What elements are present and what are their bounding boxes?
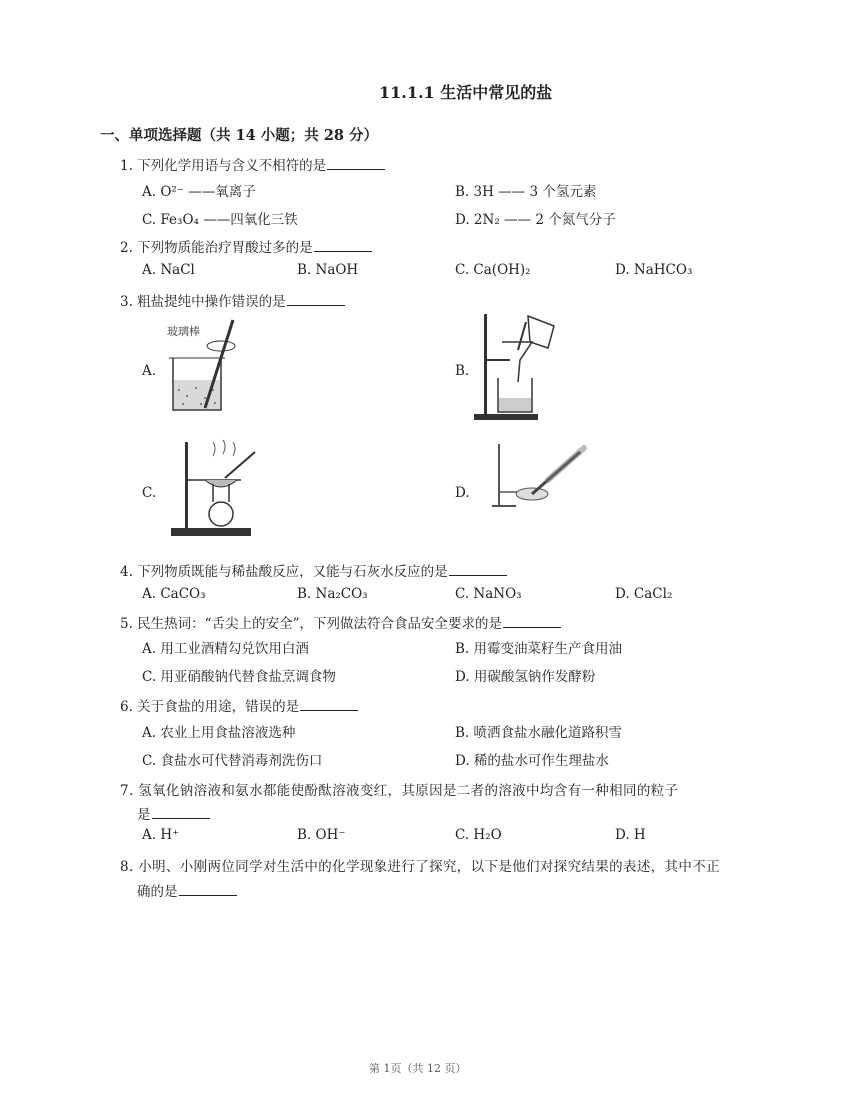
question-1-stem: 1. 下列化学用语与含义不相符的是 — [120, 154, 385, 174]
q1-option-a: A. O²⁻ ——氧离子 — [142, 184, 256, 200]
glass-rod-label: 玻璃棒 — [167, 325, 200, 338]
question-3-stem: 3. 粗盐提纯中操作错误的是 — [120, 290, 345, 310]
q4-option-b: B. Na₂CO₃ — [297, 586, 368, 602]
q7-option-c: C. H₂O — [455, 827, 502, 843]
q3-option-c: C. — [142, 485, 157, 501]
q7-option-b: B. OH⁻ — [297, 827, 346, 843]
q2-option-b: B. NaOH — [297, 262, 359, 278]
section-heading: 一、单项选择题（共 14 小题；共 28 分） — [100, 127, 379, 144]
question-8-stem: 8. 小明、小刚两位同学对生活中的化学现象进行了探究，以下是他们对探究结果的表述，其中不正 — [120, 859, 720, 875]
answer-blank — [152, 806, 210, 819]
answer-blank — [300, 698, 358, 711]
answer-blank — [314, 239, 372, 252]
question-5-stem: 5. 民生热词：“舌尖上的安全”，下列做法符合食品安全要求的是 — [120, 612, 561, 632]
q7-option-a: A. H⁺ — [142, 827, 180, 843]
q6-option-c: C. 食盐水可代替消毒剂洗伤口 — [142, 753, 323, 769]
q6-option-d: D. 稀的盐水可作生理盐水 — [455, 753, 609, 769]
page-footer: 第 1页（共 12 页） — [369, 1062, 467, 1075]
q3-option-a: A. — [142, 363, 157, 379]
question-8-stem-cont: 确的是 — [137, 880, 237, 900]
answer-blank — [179, 883, 237, 896]
q5-option-c: C. 用亚硝酸钠代替食盐烹调食物 — [142, 669, 336, 685]
question-7-stem-cont: 是 — [137, 803, 210, 823]
answer-blank — [327, 157, 385, 170]
q4-option-c: C. NaNO₃ — [455, 586, 522, 602]
q3-option-d: D. — [455, 485, 470, 501]
answer-blank — [287, 293, 345, 306]
page-title: 11.1.1 生活中常见的盐 — [379, 83, 553, 102]
question-6-stem: 6. 关于食盐的用途，错误的是 — [120, 695, 358, 715]
q4-option-a: A. CaCO₃ — [142, 586, 206, 602]
q5-option-d: D. 用碳酸氢钠作发酵粉 — [455, 669, 596, 685]
question-7-stem: 7. 氢氧化钠溶液和氨水都能使酚酞溶液变红，其原因是二者的溶液中均含有一种相同的粒子 — [120, 783, 679, 799]
figure-c-evaporation — [163, 432, 263, 544]
q1-option-b: B. 3H —— 3 个氢元素 — [455, 184, 597, 200]
question-2-stem: 2. 下列物质能治疗胃酸过多的是 — [120, 236, 372, 256]
q1-option-c: C. Fe₃O₄ ——四氧化三铁 — [142, 212, 298, 228]
q5-option-b: B. 用霉变油菜籽生产食用油 — [455, 641, 623, 657]
q2-option-d: D. NaHCO₃ — [615, 262, 693, 278]
q6-option-a: A. 农业上用食盐溶液选种 — [142, 725, 296, 741]
figure-a-stirring — [163, 318, 245, 418]
figure-d-heating — [488, 440, 588, 512]
q3-option-b: B. — [455, 363, 470, 379]
figure-b-filtration — [470, 312, 565, 424]
q2-option-a: A. NaCl — [142, 262, 195, 278]
q2-option-c: C. Ca(OH)₂ — [455, 262, 531, 278]
q6-option-b: B. 喷洒食盐水融化道路积雪 — [455, 725, 623, 741]
q1-option-d: D. 2N₂ —— 2 个氮气分子 — [455, 212, 616, 228]
answer-blank — [449, 563, 507, 576]
q7-option-d: D. H — [615, 827, 646, 843]
q5-option-a: A. 用工业酒精勾兑饮用白酒 — [142, 641, 309, 657]
answer-blank — [503, 615, 561, 628]
q4-option-d: D. CaCl₂ — [615, 586, 673, 602]
question-4-stem: 4. 下列物质既能与稀盐酸反应，又能与石灰水反应的是 — [120, 560, 507, 580]
